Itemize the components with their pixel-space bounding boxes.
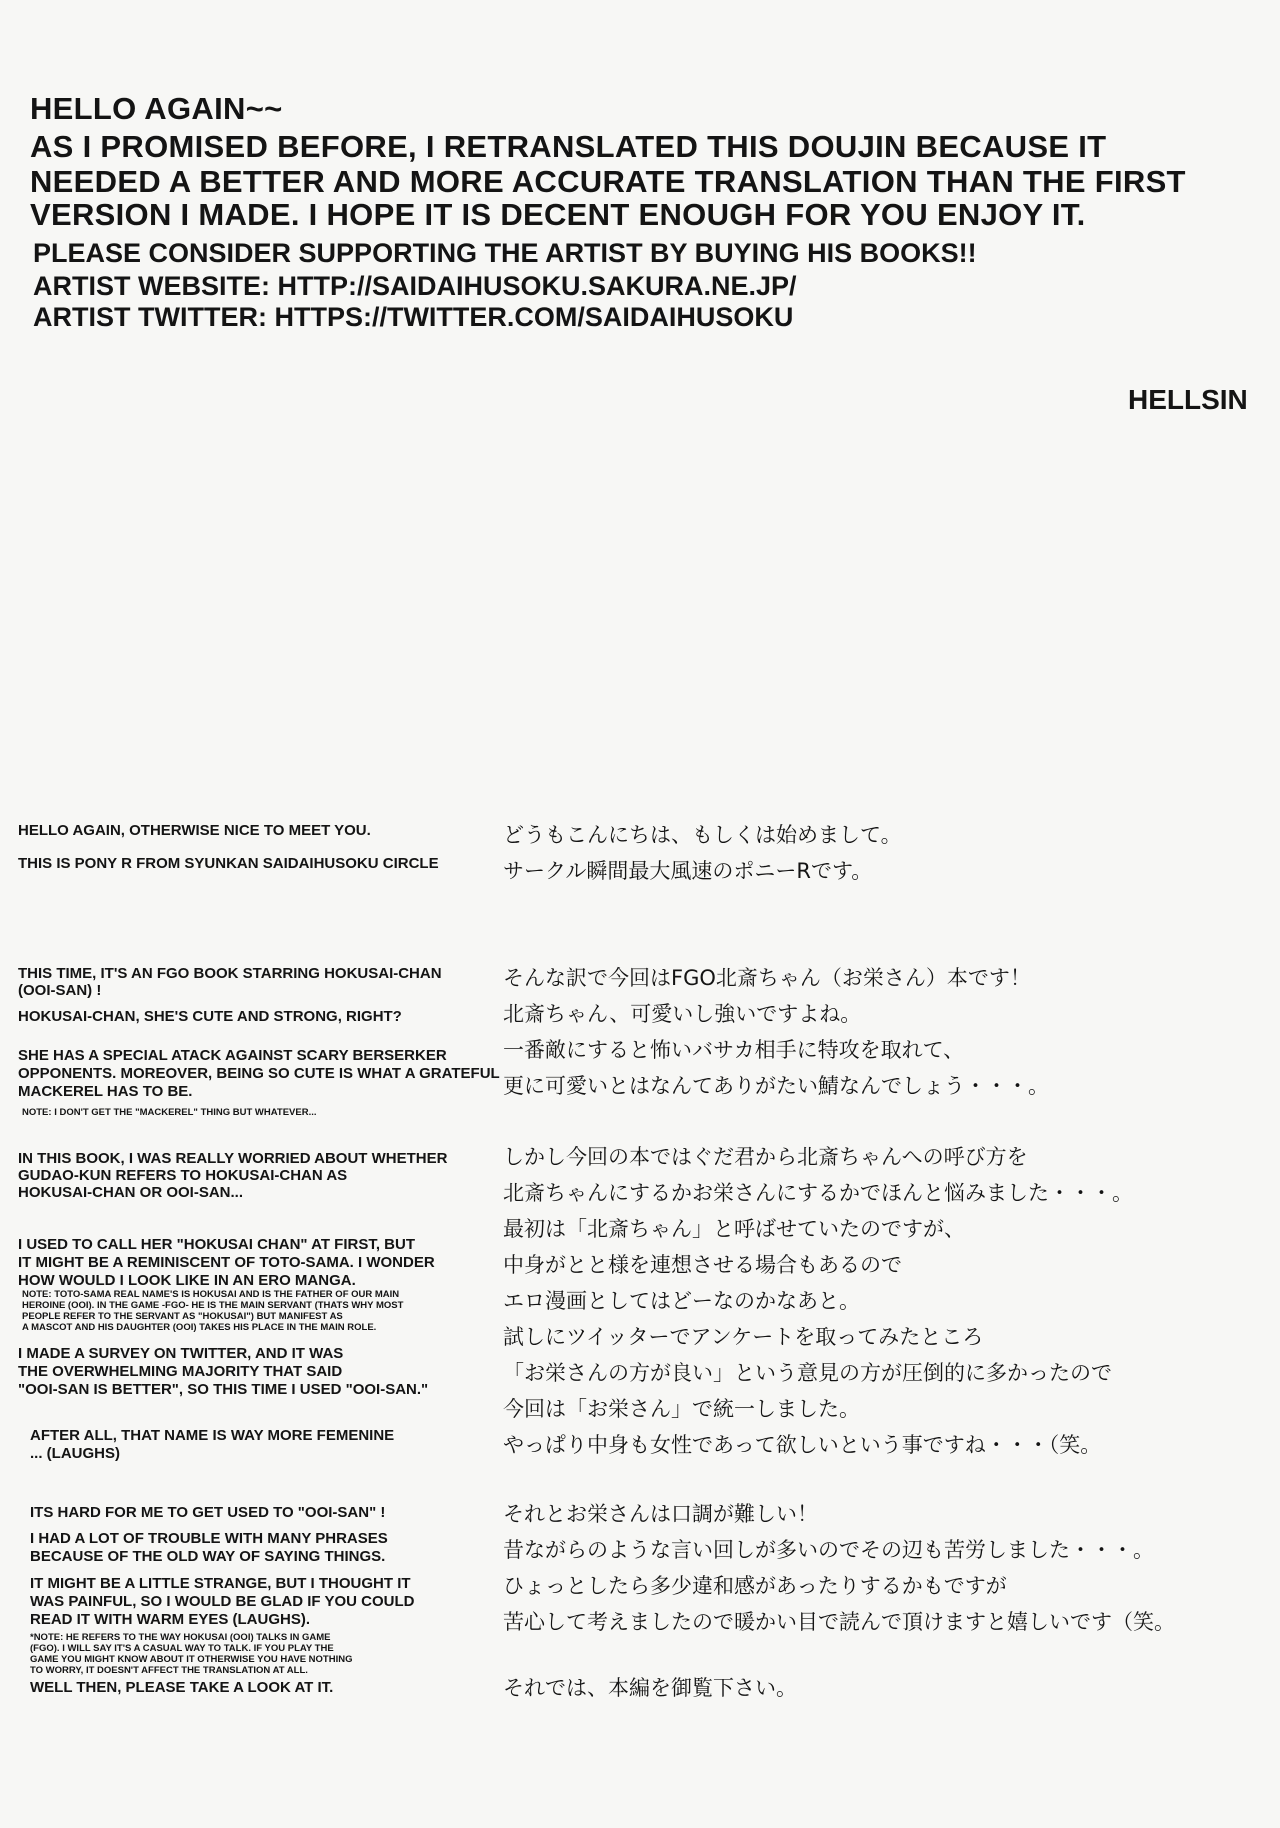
jp-line: やっぱり中身も女性であって欲しいという事ですね・・・（笑。 <box>503 1433 1102 1457</box>
note-line: NEEDED A BETTER AND MORE ACCURATE TRANSLATION THAN THE FIRST <box>30 164 1186 199</box>
jp-line: 更に可愛いとはなんてありがたい鯖なんでしょう・・・。 <box>503 1074 1049 1098</box>
en-paragraph: READ IT WITH WARM EYES (LAUGHS). <box>30 1611 310 1628</box>
jp-line: それとお栄さんは口調が難しい！ <box>503 1502 818 1526</box>
jp-line: それでは、本編を御覧下さい。 <box>503 1676 797 1700</box>
en-paragraph: IT MIGHT BE A LITTLE STRANGE, BUT I THOUGHT IT <box>30 1575 411 1592</box>
translator-note-small: TO WORRY, IT DOESN'T AFFECT THE TRANSLATION AT ALL. <box>30 1665 308 1676</box>
en-paragraph: GUDAO-KUN REFERS TO HOKUSAI-CHAN AS <box>18 1167 348 1184</box>
en-paragraph: THIS TIME, IT'S AN FGO BOOK STARRING HOKUSAI-CHAN <box>18 965 442 982</box>
jp-line: しかし今回の本ではぐだ君から北斎ちゃんへの呼び方を <box>503 1145 1028 1169</box>
en-paragraph: WAS PAINFUL, SO I WOULD BE GLAD IF YOU COULD <box>30 1593 415 1610</box>
en-paragraph: MACKEREL HAS TO BE. <box>18 1083 193 1100</box>
en-paragraph: SHE HAS A SPECIAL ATACK AGAINST SCARY BERSERKER <box>18 1047 447 1064</box>
artist-twitter: ARTIST TWITTER: HTTPS://TWITTER.COM/SAIDAIHUSOKU <box>33 302 794 332</box>
jp-line: どうもこんにちは、もしくは始めまして。 <box>503 823 902 847</box>
note-line: VERSION I MADE. I HOPE IT IS DECENT ENOUGH FOR YOU ENJOY IT. <box>30 197 1086 232</box>
en-paragraph: THIS IS PONY R FROM SYUNKAN SAIDAIHUSOKU CIRCLE <box>18 855 439 872</box>
en-paragraph: ITS HARD FOR ME TO GET USED TO "OOI-SAN" ! <box>30 1504 386 1521</box>
en-paragraph: OPPONENTS. MOREOVER, BEING SO CUTE IS WHAT A GRATEFUL <box>18 1065 500 1082</box>
en-paragraph: BECAUSE OF THE OLD WAY OF SAYING THINGS. <box>30 1548 386 1565</box>
jp-line: そんな訳で今回はFGO北斎ちゃん（お栄さん）本です！ <box>503 966 1031 990</box>
en-paragraph: AFTER ALL, THAT NAME IS WAY MORE FEMENINE <box>30 1427 395 1444</box>
jp-line: 昔ながらのような言い回しが多いのでその辺も苦労しました・・・。 <box>503 1538 1154 1562</box>
greeting-line: HELLO AGAIN~~ <box>30 91 283 126</box>
jp-line: 北斎ちゃん、可愛いし強いですよね。 <box>503 1002 862 1026</box>
en-paragraph: HOKUSAI-CHAN, SHE'S CUTE AND STRONG, RIGHT? <box>18 1008 402 1025</box>
translator-note-small: PEOPLE REFER TO THE SERVANT AS "HOKUSAI") BUT MANIFEST AS <box>22 1311 343 1322</box>
en-paragraph: I MADE A SURVEY ON TWITTER, AND IT WAS <box>18 1345 344 1362</box>
artist-website: ARTIST WEBSITE: HTTP://SAIDAIHUSOKU.SAKURA.NE.JP/ <box>33 271 797 301</box>
translator-note-small: A MASCOT AND HIS DAUGHTER (OOI) TAKES HIS PLACE IN THE MAIN ROLE. <box>22 1322 377 1333</box>
translator-note-small: GAME YOU MIGHT KNOW ABOUT IT OTHERWISE YOU HAVE NOTHING <box>30 1654 353 1665</box>
jp-line: 最初は「北斎ちゃん」と呼ばせていたのですが、 <box>503 1217 965 1241</box>
jp-line: 苦心して考えましたので暖かい目で読んで頂けますと嬉しいです（笑。 <box>503 1610 1175 1634</box>
translator-note-small: (FGO). I WILL SAY IT'S A CASUAL WAY TO TALK. IF YOU PLAY THE <box>30 1643 334 1654</box>
support-line: PLEASE CONSIDER SUPPORTING THE ARTIST BY BUYING HIS BOOKS!! <box>33 238 977 268</box>
jp-line: 「お栄さんの方が良い」という意見の方が圧倒的に多かったので <box>503 1361 1112 1385</box>
en-paragraph: ... (LAUGHS) <box>30 1445 120 1462</box>
jp-line: エロ漫画としてはどーなのかなあと。 <box>503 1289 860 1313</box>
note-line: AS I PROMISED BEFORE, I RETRANSLATED THIS DOUJIN BECAUSE IT <box>30 129 1107 164</box>
en-paragraph: IN THIS BOOK, I WAS REALLY WORRIED ABOUT WHETHER <box>18 1150 448 1167</box>
jp-line: 中身がとと様を連想させる場合もあるので <box>503 1253 902 1277</box>
en-paragraph: I HAD A LOT OF TROUBLE WITH MANY PHRASES <box>30 1530 388 1547</box>
en-paragraph: HELLO AGAIN, OTHERWISE NICE TO MEET YOU. <box>18 822 371 839</box>
jp-line: 北斎ちゃんにするかお栄さんにするかでほんと悩みました・・・。 <box>503 1181 1133 1205</box>
en-paragraph: THE OVERWHELMING MAJORITY THAT SAID <box>18 1363 343 1380</box>
jp-line: 試しにツイッターでアンケートを取ってみたところ <box>503 1325 984 1349</box>
en-paragraph: I USED TO CALL HER "HOKUSAI CHAN" AT FIRST, BUT <box>18 1236 416 1253</box>
translator-note-small: NOTE: I DON'T GET THE "MACKEREL" THING BUT WHATEVER... <box>22 1107 317 1118</box>
en-paragraph: (OOI-SAN) ! <box>18 982 102 999</box>
en-paragraph: WELL THEN, PLEASE TAKE A LOOK AT IT. <box>30 1679 334 1696</box>
jp-line: ひょっとしたら多少違和感があったりするかもですが <box>503 1574 1007 1598</box>
en-paragraph: IT MIGHT BE A REMINISCENT OF TOTO-SAMA. I WONDER <box>18 1254 435 1271</box>
translator-note-small: HEROINE (OOI). IN THE GAME -FGO- HE IS THE MAIN SERVANT (THATS WHY MOST <box>22 1300 404 1311</box>
en-paragraph: "OOI-SAN IS BETTER", SO THIS TIME I USED "OOI-SAN." <box>18 1381 429 1398</box>
en-paragraph: HOW WOULD I LOOK LIKE IN AN ERO MANGA. <box>18 1272 356 1289</box>
translator-note-small: NOTE: TOTO-SAMA REAL NAME'S IS HOKUSAI AND IS THE FATHER OF OUR MAIN <box>22 1289 400 1300</box>
jp-line: 一番敵にすると怖いバサカ相手に特攻を取れて、 <box>503 1038 965 1062</box>
en-paragraph: HOKUSAI-CHAN OR OOI-SAN... <box>18 1184 243 1201</box>
translator-note-small: *NOTE: HE REFERS TO THE WAY HOKUSAI (OOI) TALKS IN GAME <box>30 1632 331 1643</box>
jp-line: サークル瞬間最大風速のポニーRです。 <box>503 859 873 883</box>
translator-signature: HELLSIN <box>1128 384 1248 415</box>
jp-line: 今回は「お栄さん」で統一しました。 <box>503 1397 860 1421</box>
